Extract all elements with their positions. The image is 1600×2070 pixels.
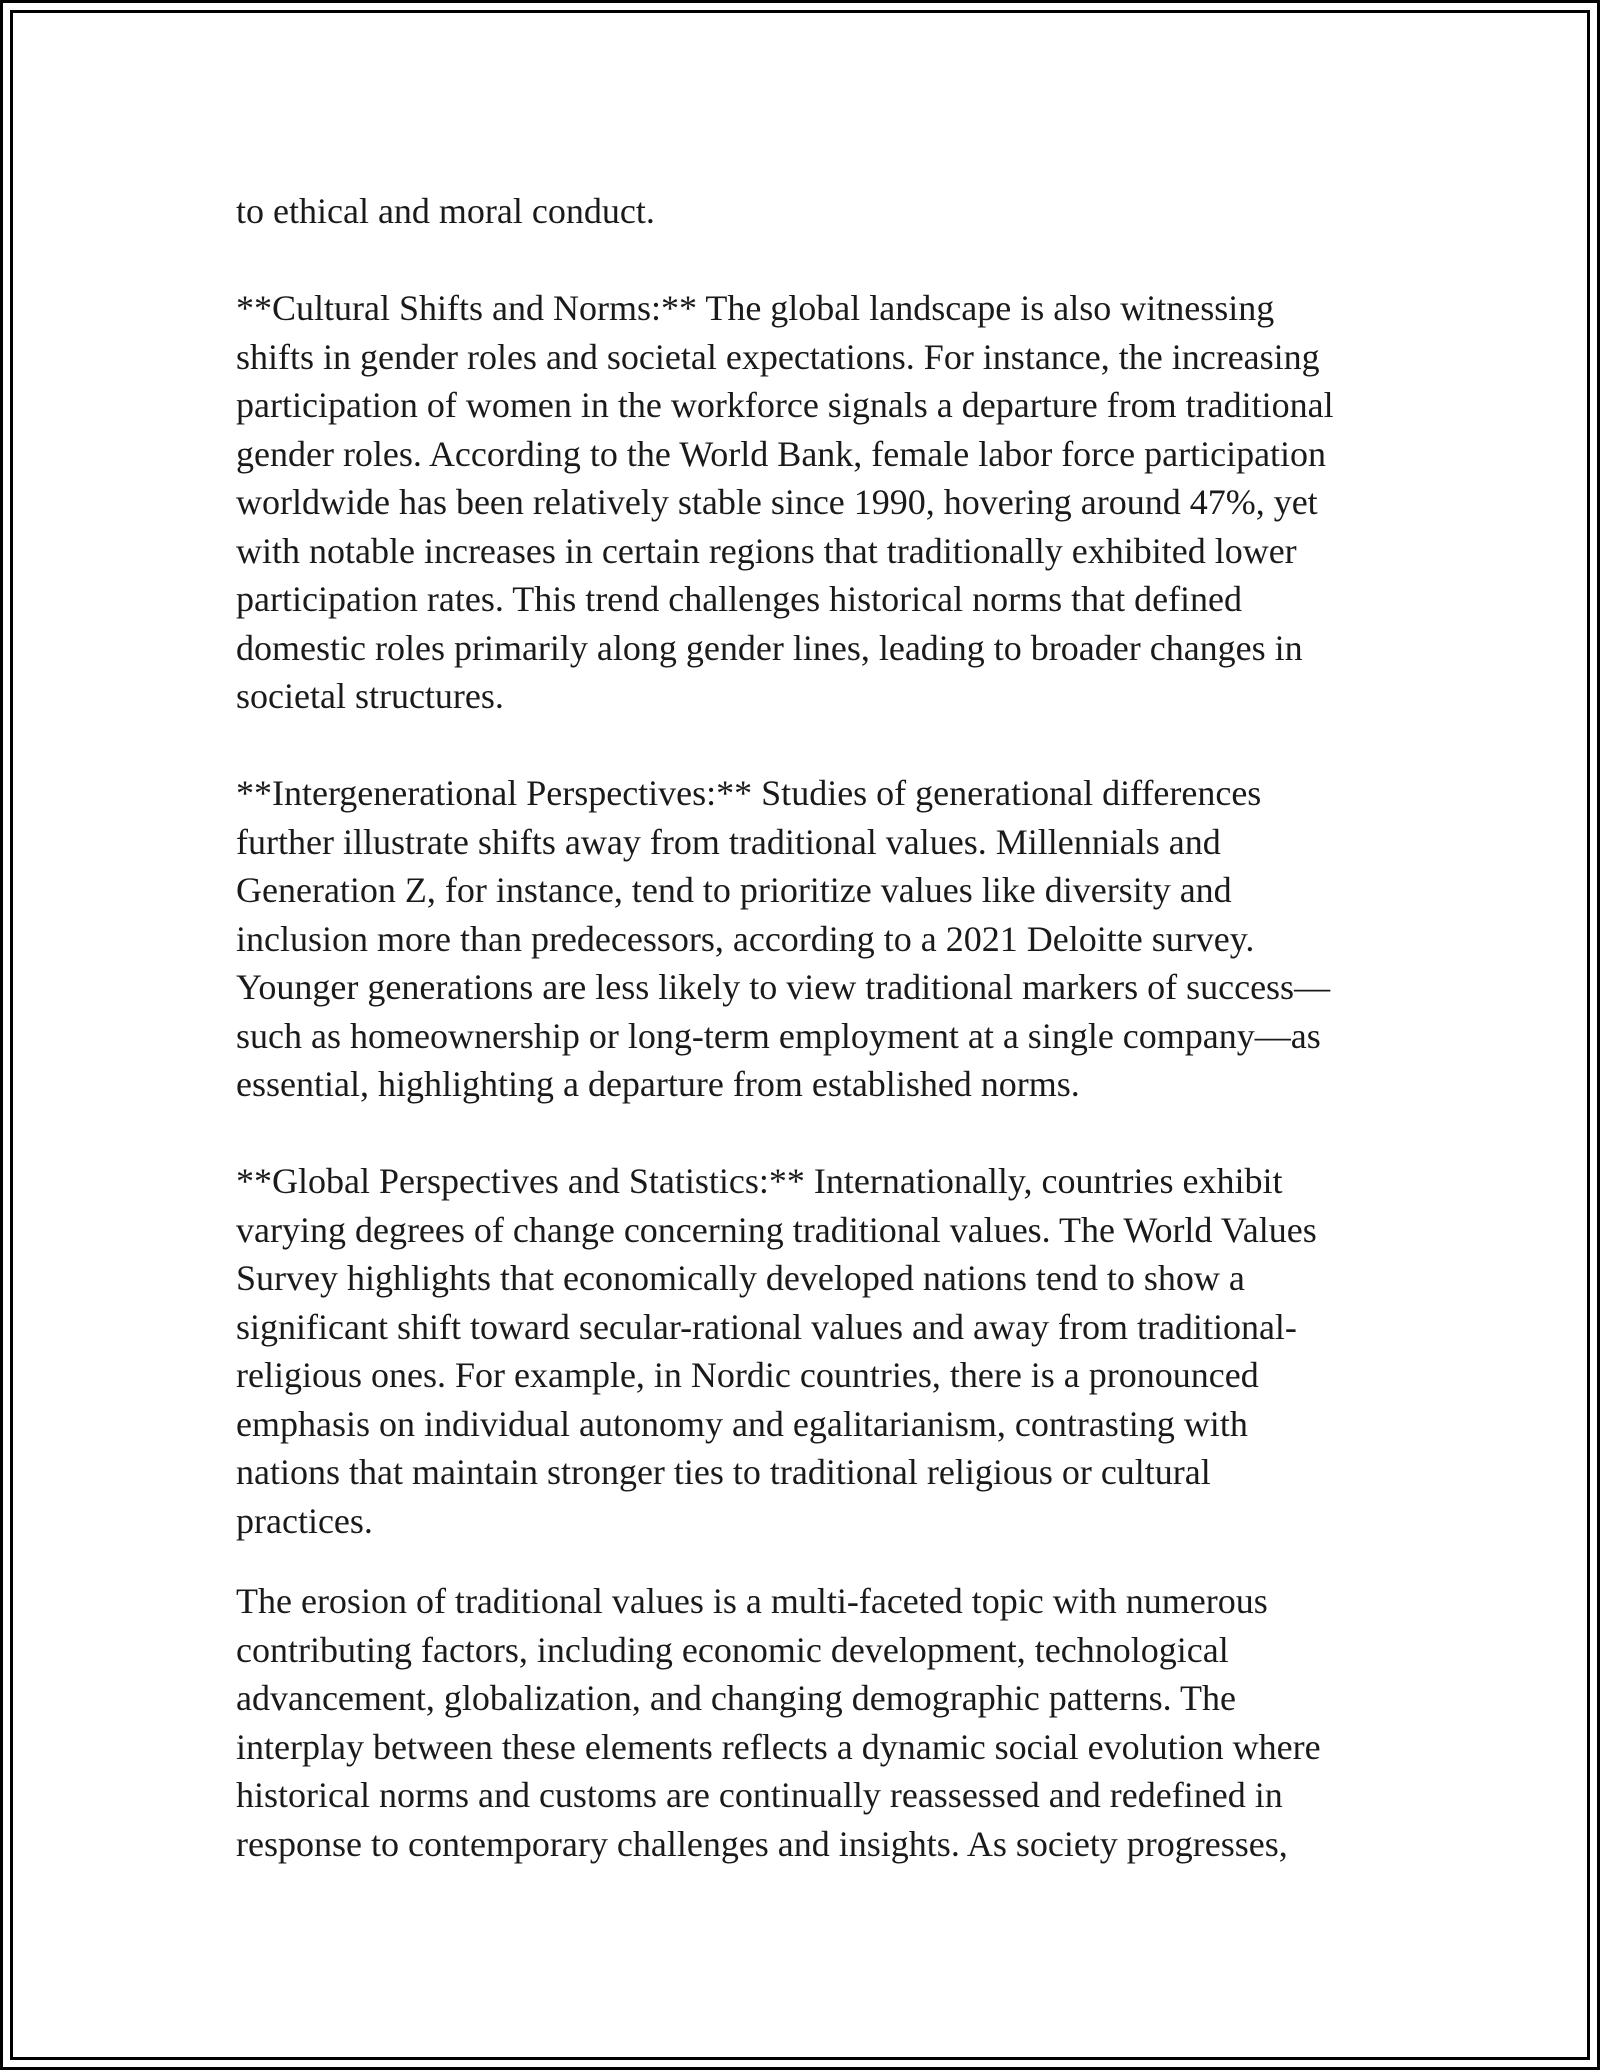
text-line: with notable increases in certain regions that traditionally exhibited lower	[236, 530, 1297, 571]
text-line: **Cultural Shifts and Norms:** The global landscape is also witnessing	[236, 288, 1275, 328]
text-line: nations that maintain stronger ties to traditional religious or cultural	[236, 1452, 1211, 1492]
text-line: significant shift toward secular-rational values and away from traditional-	[236, 1306, 1297, 1347]
paragraph-cultural-shifts	[236, 284, 1366, 721]
text-line: contributing factors, including economic development, technological	[236, 1629, 1229, 1670]
paragraph-conclusion	[236, 1577, 1366, 1868]
text-line: The erosion of traditional values is a multi-faceted topic with numerous	[236, 1581, 1268, 1621]
text-line: domestic roles primarily along gender lines, leading to broader changes in	[236, 627, 1303, 668]
text-line: Generation Z, for instance, tend to prioritize values like diversity and	[236, 870, 1232, 910]
text-line: such as homeownership or long-term employment at a single company—as	[236, 1015, 1321, 1056]
text-line: worldwide has been relatively stable since 1990, hovering around 47%, yet	[236, 482, 1318, 522]
text-line: varying degrees of change concerning traditional values. The World Values	[236, 1209, 1317, 1250]
text-line: gender roles. According to the World Bank, female labor force participation	[236, 433, 1327, 474]
paragraph-global-perspectives	[236, 1157, 1366, 1545]
text-line: response to contemporary challenges and insights. As society progresses,	[236, 1823, 1288, 1864]
text-line: further illustrate shifts away from traditional values. Millennials and	[236, 821, 1221, 862]
text-line: societal structures.	[236, 676, 504, 716]
text-line: participation of women in the workforce signals a departure from traditional	[236, 385, 1334, 425]
text-line: shifts in gender roles and societal expectations. For instance, the increasing	[236, 336, 1320, 377]
text-line: historical norms and customs are continually reassessed and redefined in	[236, 1775, 1283, 1815]
text-line: to ethical and moral conduct.	[236, 191, 655, 231]
text-line: religious ones. For example, in Nordic countries, there is a pronounced	[236, 1355, 1259, 1395]
text-line: emphasis on individual autonomy and egalitarianism, contrasting with	[236, 1403, 1248, 1444]
text-line: practices.	[236, 1500, 373, 1541]
paragraph-continuation	[236, 187, 1366, 236]
text-line: Survey highlights that economically developed nations tend to show a	[236, 1258, 1245, 1298]
text-line: Younger generations are less likely to view traditional markers of success—	[236, 967, 1331, 1007]
text-line: **Global Perspectives and Statistics:** Internationally, countries exhibit	[236, 1161, 1283, 1201]
text-line: interplay between these elements reflects a dynamic social evolution where	[236, 1726, 1321, 1767]
text-line: advancement, globalization, and changing demographic patterns. The	[236, 1678, 1236, 1718]
document-body	[236, 187, 1366, 1917]
text-line: inclusion more than predecessors, according to a 2021 Deloitte survey.	[236, 918, 1255, 959]
text-line: essential, highlighting a departure from established norms.	[236, 1064, 1080, 1104]
paragraph-intergenerational	[236, 769, 1366, 1109]
text-line: participation rates. This trend challenges historical norms that defined	[236, 579, 1243, 619]
text-line: **Intergenerational Perspectives:** Studies of generational differences	[236, 773, 1262, 813]
